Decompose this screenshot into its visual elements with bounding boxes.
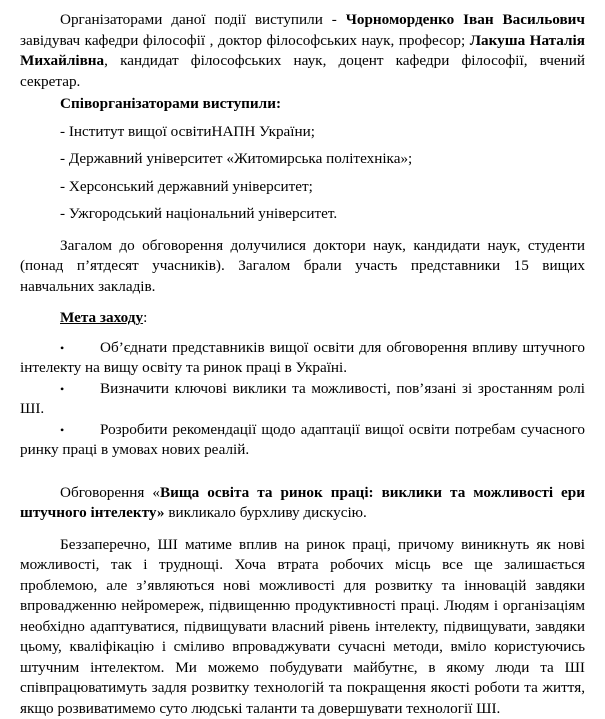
bullet-icon: • — [60, 379, 100, 400]
goal-item-text: Розробити рекомендації щодо адаптації вищої освіти потребам сучасного ринку праці в умовах нових реалій. — [20, 421, 585, 459]
goal-item-text: Об’єднати представників вищої освіти для обговорення впливу штучного інтелекту на вищу освіту та ринок праці в Україні. — [20, 339, 585, 377]
list-item: - Інститут вищої освітиНАПН України; — [20, 122, 585, 143]
organizer-name-chornomordenko: Чорноморденко Іван Васильович — [346, 11, 585, 28]
goal-list — [20, 338, 585, 461]
discussion-text-2: викликало бурхливу дискусію. — [165, 504, 367, 521]
bullet-icon: • — [60, 420, 100, 441]
conclusion-paragraph: Беззаперечно, ШІ матиме вплив на ринок праці, причому виникнуть як нові можливості, так і труднощі. Хоча втрата робочих місць все ще залишається проблемою, але з’являються нові можливості для розвитку та інновацій завдяки впровадженню нейромереж, підвищенню продуктивності праці. Людям і організаціям необхідно адаптуватися, підвищувати власний рівень інтелекту, підвищувати, завдяки цьому, кваліфікацію і сміливо впроваджувати сучасні методи, вміло користуючись штучним інтелектом. Ми можемо побудувати майбутнє, в якому люди та ШІ співпрацюватимуть задля розвитку технологій та покращення якості роботи та життя, якщо розвиватимемо суто людські таланти та довершувати технології ШІ. — [20, 535, 585, 719]
discussion-text: Обговорення « — [60, 484, 160, 501]
discussion-paragraph — [20, 483, 585, 524]
organizers-text: Організаторами даної події виступили - — [60, 11, 346, 28]
list-item: - Ужгородський національний університет. — [20, 204, 585, 225]
list-item: - Державний університет «Житомирська політехніка»; — [20, 149, 585, 170]
goal-heading-colon: : — [143, 309, 147, 326]
coorganizers-list — [20, 122, 585, 225]
organizer-position-text-2: , кандидат філософських наук, доцент кафедри філософії, вчений секретар. — [20, 52, 585, 90]
coorganizers-heading: Співорганізаторами виступили: — [20, 94, 585, 115]
attendance-paragraph: Загалом до обговорення долучилися доктори наук, кандидати наук, студенти (понад п’ятдесят учасників). Загалом брали участь представники 15 вищих навчальних закладів. — [20, 236, 585, 298]
list-item: - Херсонський державний університет; — [20, 177, 585, 198]
goal-heading — [20, 308, 585, 329]
organizer-position-text: завідувач кафедри філософії , доктор філософських наук, професор; — [20, 32, 470, 49]
list-item — [20, 420, 585, 461]
discussion-title: Вища освіта та ринок праці: виклики та можливості ери штучного інтелекту» — [20, 484, 585, 522]
list-item — [20, 338, 585, 379]
goal-heading-label: Мета заходу — [60, 309, 143, 326]
list-item — [20, 379, 585, 420]
bullet-icon: • — [60, 338, 100, 359]
organizers-paragraph — [20, 10, 585, 92]
goal-item-text: Визначити ключові виклики та можливості, пов’язані зі зростанням ролі ШІ. — [20, 380, 585, 418]
organizer-name-lakusha: Лакуша Наталія Михайлівна — [20, 32, 585, 70]
